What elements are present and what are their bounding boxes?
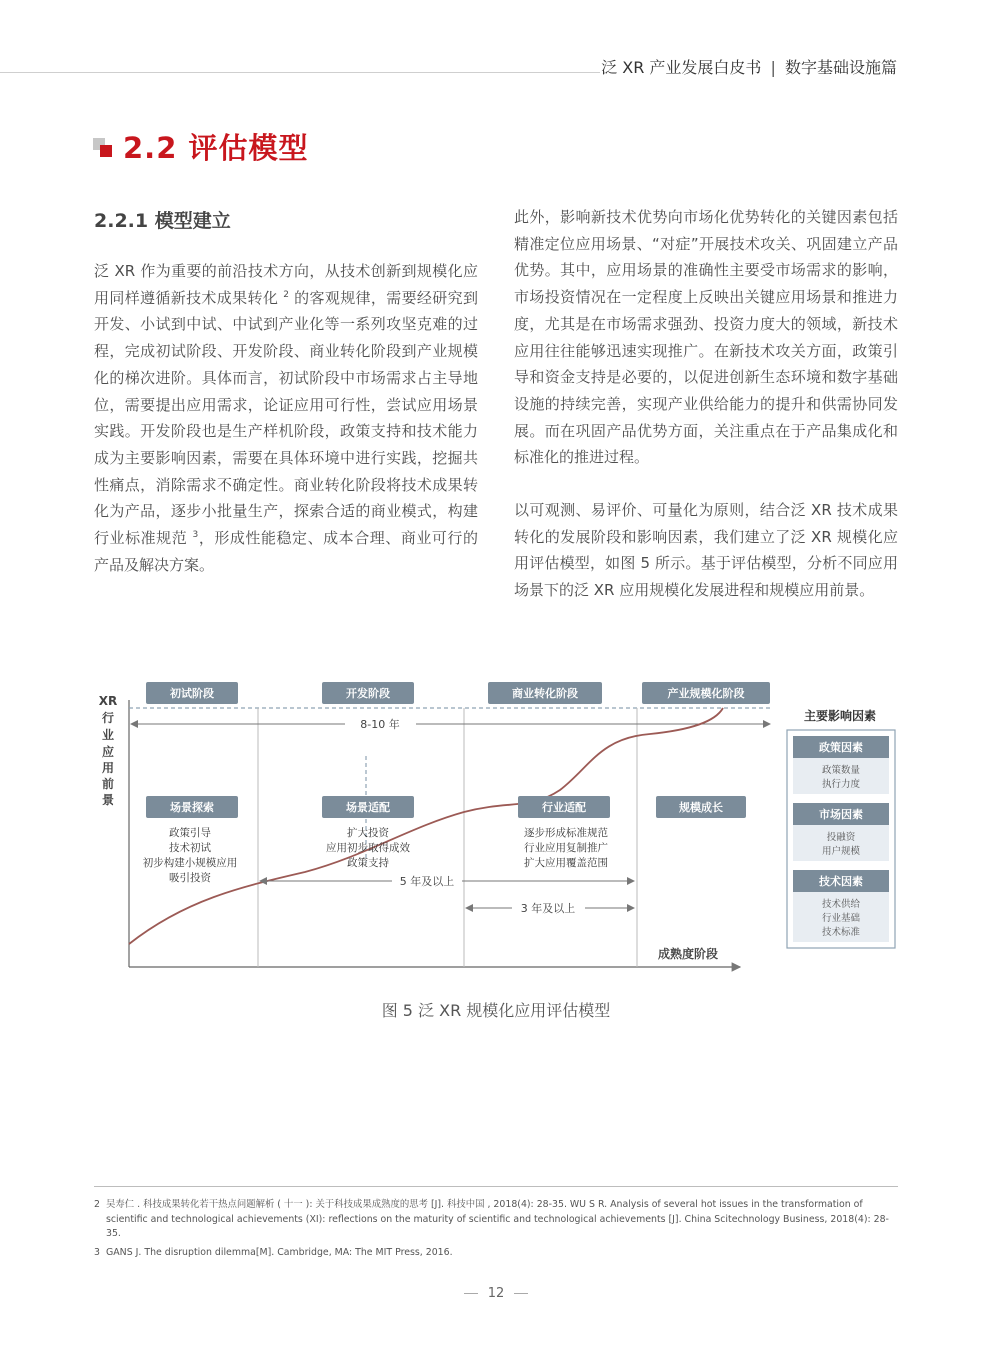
sub-stage-label: 场景适配	[346, 801, 390, 814]
evaluation-model-diagram	[90, 672, 910, 982]
y-axis-label-char: 应	[101, 745, 115, 759]
sub-stage-label: 行业适配	[542, 801, 586, 814]
y-axis-label-char: 前	[101, 777, 115, 791]
section-title: 2.2 评估模型	[123, 131, 309, 165]
sub-stage-item: 政策引导	[169, 827, 211, 839]
page-dash	[464, 1293, 478, 1294]
header-title: 泛 XR 产业发展白皮书	[601, 58, 762, 77]
factor-group	[793, 870, 889, 942]
paragraph: 以可观测、易评价、可量化为原则，结合泛 XR 技术成果转化的发展阶段和影响因素，我们建立了泛 XR 规模化应用评估模型，如图 5 所示。基于评估模型，分析不同应用场景下的泛 XR 应用规模化发展进程和规模应用前景。	[514, 501, 898, 600]
header-subtitle: 数字基础设施篇	[784, 58, 897, 77]
footnote	[94, 1198, 898, 1242]
stage-tag	[488, 682, 602, 704]
header-separator: |	[770, 58, 776, 77]
sub-stage-items	[524, 826, 608, 869]
section-heading	[93, 126, 308, 167]
factor-name: 政策因素	[819, 741, 863, 754]
footnote	[94, 1246, 898, 1261]
stage-tag	[146, 682, 238, 704]
paragraph: 此外，影响新技术优势向市场化优势转化的关键因素包括精准定位应用场景、“对症”开展技术攻关、巩固建立产品优势。其中，应用场景的准确性主要受市场需求的影响，市场投资情况在一定程度上反映出关键应用场景和推进力度，尤其是在市场需求强劲、投资力度大的领域，新技术应用往往能够迅速实现推广。在新技术攻关方面，政策引导和资金支持是必要的，以促进创新生态环境和数字基础设施的持续完善，实现产业供给能力的提升和供需协同发展。而在巩固产品优势方面，关注重点在于产品集成化和标准化的推进过程。	[514, 208, 898, 467]
sub-stage-item: 应用初步取得成效	[326, 842, 410, 854]
stage-tag	[642, 682, 770, 704]
figure-caption: 图 5 泛 XR 规模化应用评估模型	[381, 1001, 611, 1020]
factor-group	[793, 803, 889, 861]
duration-total-label: 8-10 年	[360, 718, 400, 731]
footnote-number: 3	[94, 1246, 100, 1258]
right-column-text	[514, 204, 898, 604]
stage-tag-label: 商业转化阶段	[512, 687, 578, 700]
growth-curve	[129, 708, 723, 944]
y-axis-label-char: XR	[98, 694, 118, 708]
header-rule	[0, 72, 600, 73]
y-axis-label-char: 景	[101, 793, 115, 807]
factor-item: 执行力度	[821, 779, 861, 790]
footnote-text: 吴寿仁 . 科技成果转化若干热点问题解析 ( 十一 ): 关于科技成果成熟度的思考 [J]. 科技中国 , 2018(4): 28-35. WU S R. Analysis of several hot issues in the transformation of scientific and technological achievements (XI): reflections on the maturity of scientific and technological achievements [J]. China Scitechnology Business, 2018(4): 28-35.	[106, 1199, 889, 1239]
factor-item: 技术供给	[821, 899, 861, 910]
factor-item: 用户规模	[821, 846, 861, 857]
sub-stage-item: 政策支持	[347, 857, 389, 869]
subsection-title: 2.2.1 模型建立	[94, 210, 231, 232]
sub-stage-label: 场景探索	[170, 801, 214, 814]
stage-tag-label: 开发阶段	[346, 687, 390, 700]
page-number-area	[0, 1286, 992, 1301]
paragraph-text: ，形成性能稳定、成本合理、商业可行的产品及解决方案。	[94, 529, 478, 574]
y-axis-label-char: 用	[101, 761, 115, 775]
duration-five-label: 5 年及以上	[399, 875, 455, 888]
section-marker-icon	[93, 136, 115, 158]
paragraph-text: 泛 XR 作为重要的前沿技术方向，从技术创新到规模化应用同样遵循新技术成果转化	[94, 262, 478, 307]
page-number: 12	[487, 1286, 505, 1301]
factor-name: 技术因素	[819, 875, 863, 888]
sub-stage-item: 吸引投资	[169, 872, 211, 884]
duration-three-label: 3 年及以上	[520, 902, 576, 915]
sub-stage-items	[326, 826, 410, 869]
stage-tag	[322, 682, 414, 704]
footnote-rule	[94, 1186, 898, 1187]
sub-stage-tag	[656, 796, 746, 818]
sub-stage-label: 规模成长	[679, 801, 723, 814]
sub-stage-item: 扩大投资	[347, 827, 389, 839]
sub-stage-items	[143, 826, 238, 884]
sub-stage-item: 行业应用复制推广	[524, 842, 608, 854]
sub-stage-tag	[518, 796, 610, 818]
footnotes	[94, 1198, 898, 1264]
factor-item: 政策数量	[821, 765, 861, 776]
x-axis-label: 成熟度阶段	[657, 947, 719, 961]
y-axis-label-char: 业	[101, 728, 115, 742]
sub-stage-item: 技术初试	[169, 842, 211, 854]
footnote-number: 2	[94, 1199, 100, 1210]
y-axis-label-char: 行	[101, 711, 115, 725]
sub-stage-item: 初步构建小规模应用	[142, 857, 238, 869]
sub-stage-item: 扩大应用覆盖范围	[524, 857, 608, 869]
factor-item: 技术标准	[821, 927, 861, 938]
sub-stage-item: 逐步形成标准规范	[524, 827, 608, 839]
footnote-ref-2[interactable]: 2	[283, 289, 290, 300]
factor-group	[793, 736, 889, 794]
factor-name: 市场因素	[819, 808, 863, 821]
running-header	[601, 55, 897, 78]
factor-item: 投融资	[826, 832, 856, 843]
footnote-text: GANS J. The disruption dilemma[M]. Cambridge, MA: The MIT Press, 2016.	[106, 1246, 453, 1258]
paragraph-text: 的客观规律，需要经研究到开发、小试到中试、中试到产业化等一系列攻坚克难的过程，完成初试阶段、开发阶段、商业转化阶段到产业规模化的梯次进阶。具体而言，初试阶段中市场需求占主导地位，需要提出应用需求，论证应用可行性，尝试应用场景实践。开发阶段也是生产样机阶段，政策支持和技术能力成为主要影响因素，需要在具体环境中进行实践，挖掘共性痛点，消除需求不确定性。商业转化阶段将技术成果转化为产品，逐步小批量生产，探索合适的商业模式，构建行业标准规范	[94, 288, 478, 548]
factors-title: 主要影响因素	[803, 709, 877, 723]
stage-tag-label: 产业规模化阶段	[667, 687, 745, 700]
left-column-text	[94, 258, 478, 578]
paragraph	[94, 258, 478, 578]
footnote-ref-3[interactable]: 3	[192, 530, 199, 541]
page-dash	[514, 1293, 528, 1294]
factor-item: 行业基础	[821, 913, 861, 924]
sub-stage-tag	[322, 796, 414, 818]
y-axis-label	[99, 694, 118, 807]
sub-stage-tag	[146, 796, 238, 818]
stage-tag-label: 初试阶段	[170, 687, 214, 700]
